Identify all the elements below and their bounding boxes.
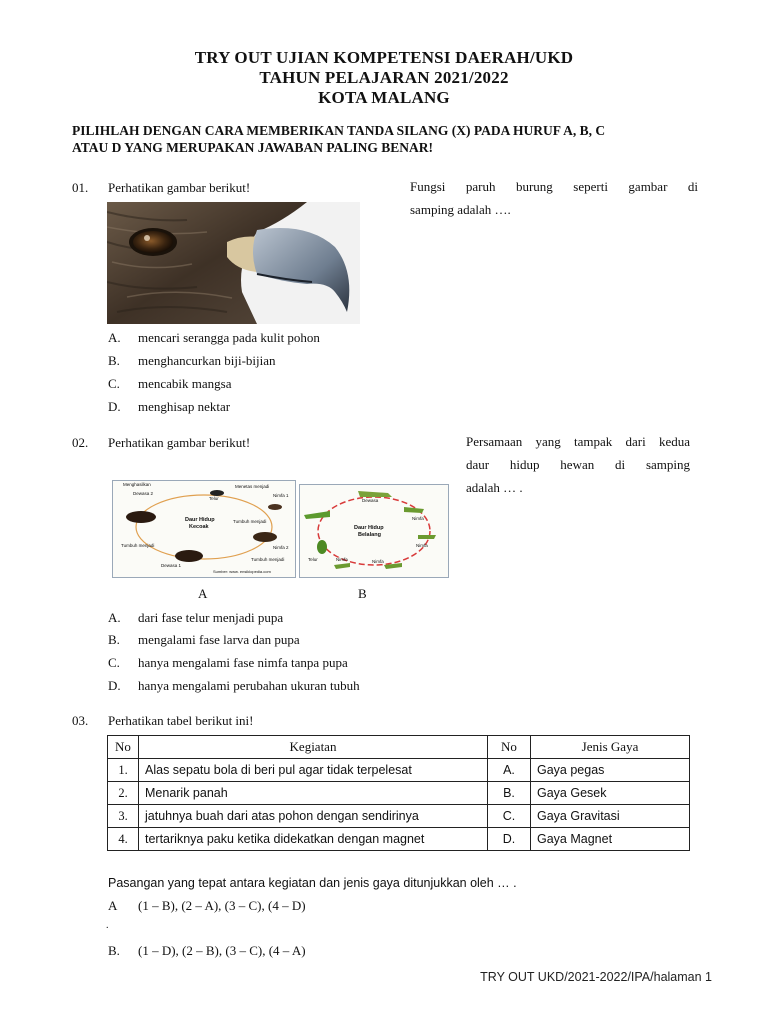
q2-option-a[interactable]: A. dari fase telur menjadi pupa [108, 610, 284, 625]
q2-number: 02. [72, 435, 89, 450]
q3-question: Pasangan yang tepat antara kegiatan dan jenis gaya ditunjukkan oleh … . [108, 876, 517, 890]
table-header-no-2: No [488, 736, 531, 759]
grasshopper-life-cycle-image [299, 484, 449, 578]
q1-option-d[interactable]: D. menghisap nektar [108, 399, 231, 414]
cockroach-label-menetas: Menetas menjadi [235, 484, 270, 489]
table-cell: Gaya Gravitasi [531, 805, 690, 828]
table-cell: 2. [108, 782, 139, 805]
q3-option-b[interactable]: B. (1 – D), (2 – B), (3 – C), (4 – A) [108, 943, 306, 958]
instruction-line-1: PILIHLAH DENGAN CARA MEMBERIKAN TANDA SILANG (X) PADA HURUF A, B, C [72, 123, 606, 138]
cockroach-label-menghasilkan: Menghasilkan [123, 482, 151, 487]
q2-side-line-3: adalah … . [466, 480, 523, 495]
grasshopper-title-1: Daur Hidup [354, 525, 384, 531]
q2-option-b[interactable]: B. mengalami fase larva dan pupa [108, 632, 300, 647]
cockroach-label-tumbuh-2: Tumbuh menjadi [251, 557, 285, 562]
table-header-row [108, 736, 690, 759]
table-header-kegiatan: Kegiatan [139, 736, 488, 759]
page-footer: TRY OUT UKD/2021-2022/IPA/halaman 1 [480, 970, 712, 984]
grasshopper-label-nimfa-1: Nimfa [412, 516, 424, 521]
eagle-beak-image [107, 202, 360, 324]
q1-number: 01. [72, 180, 89, 195]
table-row [108, 828, 690, 851]
table-cell: Alas sepatu bola di beri pul agar tidak terpelesat [139, 759, 488, 782]
table-row [108, 759, 690, 782]
q3-prompt: Perhatikan tabel berikut ini! [108, 713, 254, 728]
q1-side-line-1: Fungsi paruh burung seperti gambar di [410, 179, 698, 194]
cockroach-label-dewasa-1: Dewasa 1 [161, 563, 182, 568]
table-cell: Gaya pegas [531, 759, 690, 782]
instruction-line-2: ATAU D YANG MERUPAKAN JAWABAN PALING BENAR! [72, 140, 434, 155]
q1-option-c[interactable]: C. mencabik mangsa [108, 376, 232, 391]
grasshopper-label-dewasa: Dewasa [362, 498, 379, 503]
caption-a: A [198, 586, 208, 601]
q2-option-c[interactable]: C. hanya mengalami fase nimfa tanpa pupa [108, 655, 348, 670]
table-header-jenis-gaya: Jenis Gaya [531, 736, 690, 759]
q2-option-d[interactable]: D. hanya mengalami perubahan ukuran tubuh [108, 678, 360, 693]
table-cell: Gaya Gesek [531, 782, 690, 805]
grasshopper-label-nimfa-2: Nimfa [416, 543, 428, 548]
cockroach-title-2: Kecoak [189, 524, 209, 530]
table-cell: Gaya Magnet [531, 828, 690, 851]
table-cell: 1. [108, 759, 139, 782]
table-cell: C. [488, 805, 531, 828]
table-cell: 4. [108, 828, 139, 851]
table-cell: Menarik panah [139, 782, 488, 805]
table-header-no: No [108, 736, 139, 759]
table-cell: D. [488, 828, 531, 851]
cockroach-label-telur: Telur [209, 496, 219, 501]
q2-side-line-1: Persamaan yang tampak dari kedua [466, 434, 690, 449]
table-row [108, 805, 690, 828]
q1-option-a[interactable]: A. mencari serangga pada kulit pohon [108, 330, 320, 345]
cockroach-label-dewasa-2: Dewasa 2 [133, 491, 154, 496]
city-name: KOTA MALANG [318, 88, 450, 107]
cockroach-life-cycle-image [112, 480, 296, 578]
table-cell: B. [488, 782, 531, 805]
cockroach-source: Sumber: www. ensiklopedia.com [213, 569, 271, 574]
force-table [107, 735, 690, 851]
table-cell: A. [488, 759, 531, 782]
q3-option-a[interactable]: A (1 – B), (2 – A), (3 – C), (4 – D) [108, 898, 306, 913]
grasshopper-label-telur: Telur [308, 557, 318, 562]
grasshopper-title-2: Belalang [358, 532, 381, 538]
table-cell: jatuhnya buah dari atas pohon dengan sendirinya [139, 805, 488, 828]
q1-prompt: Perhatikan gambar berikut! [108, 180, 251, 195]
caption-b: B [358, 586, 367, 601]
q1-side-line-2: samping adalah …. [410, 202, 511, 217]
q2-side-line-2: daur hidup hewan di samping [466, 457, 690, 472]
table-cell: tertariknya paku ketika didekatkan dengan magnet [139, 828, 488, 851]
q2-prompt: Perhatikan gambar berikut! [108, 435, 251, 450]
exam-title: TRY OUT UJIAN KOMPETENSI DAERAH/UKD [194, 48, 574, 67]
table-cell: 3. [108, 805, 139, 828]
cockroach-label-tumbuh-1: Tumbuh menjadi [233, 519, 267, 524]
grasshopper-label-nimfa-4: Nimfa [336, 557, 348, 562]
q3-number: 03. [72, 713, 89, 728]
cockroach-label-nimfa-2: Nimfa 2 [273, 545, 289, 550]
cockroach-label-nimfa-1: Nimfa 1 [273, 493, 289, 498]
table-row [108, 782, 690, 805]
cockroach-title-1: Daur Hidup [185, 517, 215, 523]
grasshopper-label-nimfa-3: Nimfa [372, 559, 384, 564]
q1-option-b[interactable]: B. menghancurkan biji-bijian [108, 353, 276, 368]
stray-dot: . [106, 920, 109, 931]
school-year: TAHUN PELAJARAN 2021/2022 [259, 68, 509, 87]
cockroach-label-tumbuh-3: Tumbuh menjadi [121, 543, 155, 548]
